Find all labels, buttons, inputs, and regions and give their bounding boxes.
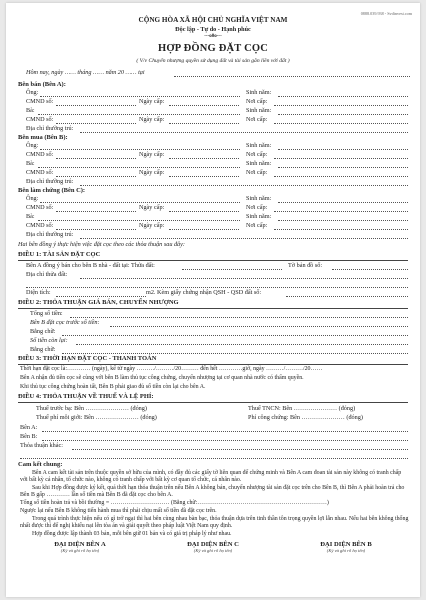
ben-c-noi-cap-label: Nơi cấp: [246,204,268,211]
ben-b-ngay-cap-label: Ngày cấp: [139,151,165,158]
ben-b-cmnd2-field[interactable] [56,176,136,177]
cam-ket-heading: Cam kết chung: [18,461,63,468]
ben-b-cmnd-label: CMND số: [26,151,54,158]
tong-so-tien-field[interactable] [70,317,408,318]
signature-ben-c-note: (Ký và ghi rõ họ tên) [193,548,233,553]
cam-ket-p2: Sau khi Hợp đồng được ký kết, quá thời hạn thỏa thuận trên nếu Bên A không bán, chuyển nhượng tài sản đặt cọc trên cho Bên B, thì Bên A phải hoàn trả cho Bên B gấp ………… lần số tiền mà Bên B đã đặt cọc cho bên A. [20,485,405,499]
ben-a-ong-label: Ông: [26,89,39,96]
agree-line: Hai bên đồng ý thực hiện việc đặt cọc theo các thỏa thuận sau đây: [18,241,185,248]
thoa-thuan-khac-field-2[interactable] [20,458,408,459]
phi-moi-gioi: Thuế phí môi giới: Bên ………………… (đóng) [36,414,157,421]
cam-ket-p1: Bên A cam kết tài sản trên thuộc quyền sở hữu của mình, có đầy đủ các giấy tờ liên quan để chứng minh và Bên A cam đoan tài sản này không có tranh chấp với bất kỳ cá nhân, tổ chức nào, không có tranh chấp với bất kỳ cơ quan tổ chức, cá nhân nào. [20,470,402,484]
ben-b-cmnd-field[interactable] [56,158,136,159]
cam-ket-p3: Tổng số tiền hoàn trả và bồi thường = ………………………… (Bằng chữ:…………………………………………………………) [20,500,329,506]
dieu1-line2: Địa chỉ thửa đất: [26,271,68,278]
dieu4-ben-a-label: Bên A: [20,424,38,431]
dieu3-rule [18,364,408,365]
dieu4-ben-b-label: Bên B: [20,433,38,440]
ben-a-sinh-nam-label: Sinh năm: [246,89,272,96]
ben-c-ngay-cap-label: Ngày cấp: [139,204,165,211]
dien-tich-label: Diện tích: [26,289,51,296]
ben-b-ngay-cap-field[interactable] [169,158,239,159]
ben-b-ong-field[interactable] [40,149,240,150]
dieu2-heading: ĐIỀU 2: THỎA THUẬN GIÁ BÁN, CHUYỂN NHƯỢNG [18,299,179,306]
dieu4-ben-a-field[interactable] [42,431,408,432]
dieu3-line2: Bên A nhận đủ tiền cọc sẽ cùng với bên B làm thủ tục công chứng, chuyển nhượng tại cơ quan nhà nước có thẩm quyền. [20,375,304,381]
dieu3-heading: ĐIỀU 3: THỜI HẠN ĐẶT CỌC - THANH TOÁN [18,355,157,362]
ben-b-heading: Bên mua (Bên B): [18,134,68,141]
dieu4-rule [18,402,408,403]
corner-note: 0888.039.938 - Svdinvest.com [360,11,412,16]
ben-a-ngay-cap2-label: Ngày cấp: [139,116,165,123]
phi-cong-chung: Phí công chứng: Bên ………………… (đóng) [248,414,363,421]
cam-ket-p4: Ngược lại nếu Bên B không tiến hành mua thì phải chịu mất số tiền đã đặt cọc trên. [20,508,217,514]
dia-chi-thua-dat-field-2[interactable] [26,287,408,288]
ben-a-cmnd-label: CMND số: [26,98,54,105]
ben-c-cmnd2-label: CMND số: [26,222,54,229]
ben-c-cmnd2-field[interactable] [56,229,136,230]
bang-chu-field[interactable] [62,335,408,336]
thua-dat-field[interactable] [182,269,282,270]
ben-c-ong-field[interactable] [40,202,240,203]
cam-ket-p6: Hợp đồng được lập thành 03 bản, mỗi bên giữ 01 bản và có giá trị pháp lý như nhau. [32,531,232,537]
ben-c-cmnd-field[interactable] [56,211,136,212]
ben-c-dia-chi-field[interactable] [80,238,408,239]
ben-c-dia-chi-label: Địa chỉ thường trú: [26,231,74,238]
signature-ben-c-title: ĐẠI DIỆN BÊN C [187,541,239,548]
dieu3-line3: Khi thủ tục công chứng hoàn tất, Bên B phải giao đủ số tiền còn lại cho bên A. [20,384,206,390]
ben-b-sinh-nam-label: Sinh năm: [246,142,272,149]
giay-chung-nhan-field[interactable] [286,296,408,297]
ben-b-ba-label: Bà: [26,160,35,167]
ben-a-noi-cap2-label: Nơi cấp: [246,116,268,123]
ben-a-noi-cap-field[interactable] [274,105,408,106]
cam-ket-p5: Trong quá trình thực hiện nếu có gì trở ngại thì hai bên cùng nhau bàn bạc, thỏa thuận dựa trên tinh thần tôn trọng quyền lợi lẫn nhau. Nếu hai bên không thống nhất được thì để nghị khiếu nại lên tòa án và giải quyết theo pháp luật Việt Nam quy định. [20,516,409,530]
dieu1-rule [18,260,408,261]
to-ban-do-label: Tờ bản đồ số: [288,262,323,269]
ben-a-ba-field[interactable] [38,114,240,115]
ben-c-noi-cap-field[interactable] [274,211,408,212]
ben-c-sinh-nam2-label: Sinh năm: [246,213,272,220]
ben-b-ngay-cap2-label: Ngày cấp: [139,169,165,176]
dia-chi-thua-dat-field[interactable] [80,278,408,279]
ben-a-cmnd2-label: CMND số: [26,116,54,123]
ben-c-ngay-cap2-label: Ngày cấp: [139,222,165,229]
dieu4-heading: ĐIỀU 4: THỎA THUẬN VỀ THUẾ VÀ LỆ PHÍ: [18,393,154,400]
thoa-thuan-khac-field[interactable] [72,449,408,450]
bang-chu-label: Bằng chữ: [30,328,56,335]
ben-c-ba-field[interactable] [38,220,240,221]
ben-a-sinh-nam2-label: Sinh năm: [246,107,272,114]
ben-a-ngay-cap-field[interactable] [169,105,239,106]
signature-ben-b-title: ĐẠI DIỆN BÊN B [320,541,372,548]
ben-b-ong-label: Ông: [26,142,39,149]
ben-b-dia-chi-field[interactable] [80,185,408,186]
ben-c-ba-label: Bà: [26,213,35,220]
bang-chu2-field[interactable] [62,353,408,354]
ben-c-sinh-nam-field[interactable] [278,202,408,203]
ben-a-sinh-nam-field[interactable] [278,96,408,97]
ben-c-cmnd-label: CMND số: [26,204,54,211]
dieu3-line1: Thời hạn đặt cọc là:………… (ngày), kể từ ngày ………/………/20……… đến hết …………giờ, ngày ………/………/20…… [20,366,323,372]
ben-a-dia-chi-label: Địa chỉ thường trú: [26,125,74,132]
ben-b-sinh-nam2-field[interactable] [278,167,408,168]
signature-ben-a-title: ĐẠI DIỆN BÊN A [54,541,106,548]
ben-b-noi-cap-label: Nơi cấp: [246,151,268,158]
dieu1-line1: Bên A đồng ý bán cho bên B nhà - đất tại: Thửa đất: [26,262,155,269]
contract-page [6,3,420,597]
to-ban-do-field[interactable] [332,269,408,270]
tong-so-tien-label: Tổng số tiền: [30,310,63,317]
dieu2-rule [18,308,408,309]
ben-c-ong-label: Ông: [26,195,39,202]
ben-c-sinh-nam-label: Sinh năm: [246,195,272,202]
ben-c-noi-cap2-field[interactable] [274,229,408,230]
ben-a-sinh-nam2-field[interactable] [278,114,408,115]
ben-a-cmnd2-field[interactable] [56,123,136,124]
motto: Độc lập - Tự do - Hạnh phúc [175,26,251,33]
dieu4-ben-b-field[interactable] [42,440,408,441]
page-subtitle: ( V/v Chuyển nhượng quyền sử dụng đất và tài sản gắn liền với đất ) [136,58,290,64]
signature-ben-a-note: (Ký và ghi rõ họ tên) [60,548,100,553]
ornament: ---o0o--- [204,34,222,39]
intro-line: Hôm nay, ngày …… tháng …… năm 20 …… tại [26,69,145,76]
con-lai-label: Số tiền còn lại: [30,337,68,344]
ben-c-ngay-cap2-field[interactable] [169,229,239,230]
signature-ben-a[interactable] [20,541,140,553]
ben-a-cmnd-field[interactable] [56,105,136,106]
signature-ben-b[interactable] [286,541,406,553]
ben-c-ngay-cap-field[interactable] [169,211,239,212]
dien-tich-field[interactable] [56,296,146,297]
thue-tncn: Thuế TNCN: Bên ………………… (đóng) [248,405,356,412]
con-lai-field[interactable] [76,344,408,345]
ben-c-noi-cap2-label: Nơi cấp: [246,222,268,229]
dat-coc-field[interactable] [110,326,408,327]
intro-dots[interactable] [174,76,410,77]
ben-b-noi-cap2-field[interactable] [274,176,408,177]
dat-coc-label: Bên B đặt cọc trước số tiền: [30,319,100,326]
thoa-thuan-khac-label: Thỏa thuận khác: [20,442,63,449]
country-header: CỘNG HÒA XÃ HỘI CHỦ NGHĨA VIỆT NAM [138,16,288,24]
ben-b-ba-field[interactable] [38,167,240,168]
dieu1-heading: ĐIỀU 1: TÀI SẢN ĐẶT CỌC [18,251,101,258]
ben-a-ngay-cap-label: Ngày cấp: [139,98,165,105]
ben-b-cmnd2-label: CMND số: [26,169,54,176]
ben-c-heading: Bên làm chứng (Bên C): [18,187,86,194]
ben-a-ba-label: Bà: [26,107,35,114]
ben-a-ngay-cap2-field[interactable] [169,123,239,124]
ben-b-sinh-nam2-label: Sinh năm: [246,160,272,167]
ben-b-dia-chi-label: Địa chỉ thường trú: [26,178,74,185]
ben-b-noi-cap-field[interactable] [274,158,408,159]
ben-a-ong-field[interactable] [40,96,240,97]
ben-b-ngay-cap2-field[interactable] [169,176,239,177]
bang-chu2-label: Bằng chữ: [30,346,56,353]
ben-a-heading: Bên bán (Bên A): [18,81,66,88]
giay-chung-nhan-label: m2. Kèm giấy chứng nhận QSH - QSD đất số: [146,289,262,296]
ben-a-noi-cap2-field[interactable] [274,123,408,124]
ben-b-noi-cap2-label: Nơi cấp: [246,169,268,176]
ben-c-sinh-nam2-field[interactable] [278,220,408,221]
signature-ben-b-note: (Ký và ghi rõ họ tên) [326,548,366,553]
ben-a-noi-cap-label: Nơi cấp: [246,98,268,105]
page-title: HỢP ĐỒNG ĐẶT CỌC [157,43,269,54]
thue-truoc-ba: Thuế trước bạ: Bên ………………… (đóng) [36,405,147,412]
signature-ben-c[interactable] [153,541,273,553]
ben-a-dia-chi-field[interactable] [80,132,408,133]
ben-b-sinh-nam-field[interactable] [278,149,408,150]
